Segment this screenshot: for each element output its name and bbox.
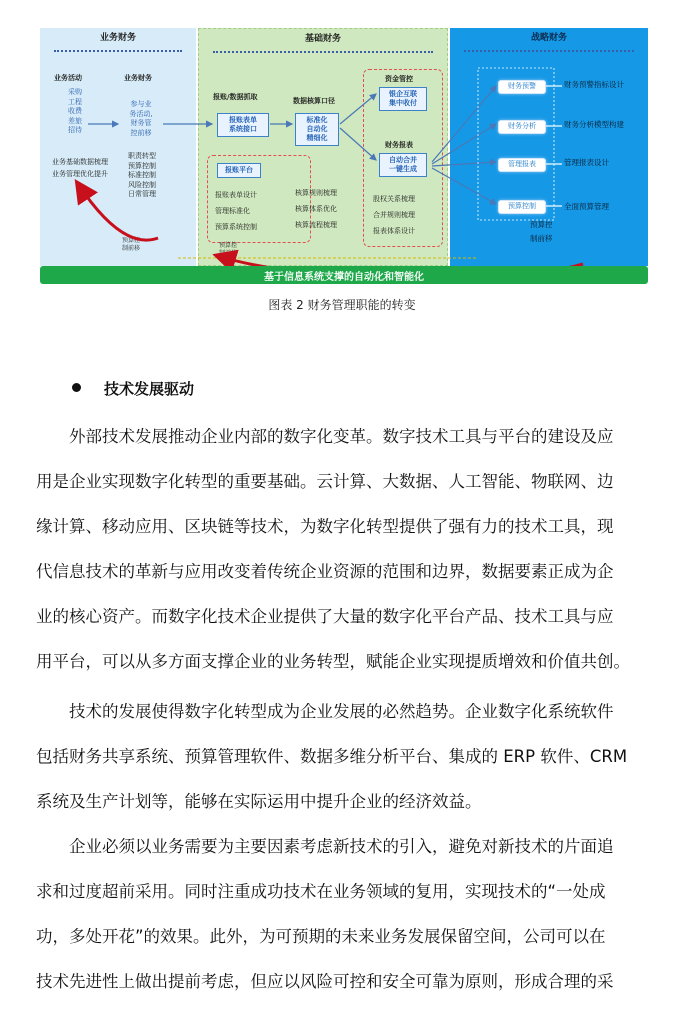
budget-note: 制前移	[219, 250, 238, 257]
bottom-item: 业务基础数据梳理	[52, 158, 108, 166]
text-line: 外部技术发展推动企业内部的数字化变革。数字技术工具与平台的建设及应	[36, 427, 614, 446]
arrow	[432, 168, 496, 204]
budget-note: 制前移	[122, 245, 141, 252]
text-line: 代信息技术的革新与应用改变着传统企业资源的范围和边界，数据要素正成为企	[36, 562, 614, 581]
automation-bar	[40, 266, 648, 284]
box-line: 集中收付	[389, 99, 417, 107]
activity-item: 工程	[68, 97, 82, 106]
text-line: 技术的发展使得数字化转型成为企业发展的必然趋势。企业数字化系统软件	[36, 702, 614, 721]
section-heading-text: 技术发展驱动	[104, 380, 195, 398]
finance-item: 控前移	[130, 128, 152, 137]
duty-item: 标准控制	[128, 171, 156, 179]
text-line: 用是企业实现数字化转型的重要基础。云计算、大数据、人工智能、物联网、边	[36, 472, 614, 491]
text-line: 技术先进性上做出提前考虑，但应以风险可控和安全可靠为原则，形成合理的采	[36, 972, 614, 991]
budget-note: 预算控	[530, 220, 553, 229]
duty-item: 日常管理	[128, 190, 156, 198]
text-line: 用平台，可以从多方面支撑企业的业务转型，赋能企业实现提质增效和价值共创。	[36, 652, 630, 671]
box-line: 系统接口	[229, 125, 257, 133]
paragraph-1	[36, 414, 656, 684]
strategy-box-group	[478, 68, 554, 220]
budget-note: 预算控	[219, 242, 238, 249]
activity-item: 采购	[68, 88, 82, 96]
panel-title: 战略财务	[530, 33, 567, 43]
text-line: 业的核心资产。而数字化技术企业提供了大量的数字化平台产品、技术工具与应	[36, 607, 614, 626]
arrow	[340, 128, 376, 160]
automation-bar-text: 基于信息系统支撑的自动化和智能化	[264, 272, 424, 283]
box-line: 标准化	[306, 116, 328, 124]
flow-arrows	[38, 24, 650, 292]
activity-item: 招待	[68, 126, 82, 134]
paragraph-3	[36, 824, 656, 1004]
text-line: 系统及生产计划等，能够在实际运用中提升企业的经济效益。	[36, 792, 482, 811]
feedback-arrow	[78, 184, 158, 240]
finance-transformation-figure	[38, 24, 650, 292]
text-line: 功，多处开花”的效果。此外，为可预期的未来业务发展保留空间，公司可以在	[36, 927, 606, 946]
panel-title: 业务财务	[99, 33, 136, 43]
finance-item: 参与业	[130, 100, 152, 108]
platform-item: 管理标准化	[215, 207, 250, 215]
col2-item: 核算规则梳理	[295, 189, 337, 197]
activity-title: 业务活动	[54, 74, 82, 82]
fund-title: 资金管控	[385, 75, 413, 83]
arrow	[432, 162, 496, 166]
budget-note: 预算控	[122, 237, 141, 244]
text-line: 求和过度超前采用。同时注重成功技术在业务领域的复用，实现技术的“一处成	[36, 882, 606, 901]
col2-title: 数据核算口径	[293, 97, 335, 105]
finance-title: 业务财务	[124, 74, 152, 82]
finance-item: 财务管	[130, 119, 152, 127]
text-line: 缘计算、移动应用、区块链等技术，为数字化转型提供了强有力的技术工具，现	[36, 517, 614, 536]
activity-item: 差旅	[68, 116, 82, 125]
platform-item: 预算系统控制	[215, 223, 257, 231]
box-line: 精细化	[306, 134, 328, 142]
strategy-text: 财务预警指标设计	[564, 80, 624, 89]
figure-caption: 图表 2 财务管理职能的转变	[268, 298, 416, 312]
box-line: 一键生成	[389, 165, 417, 173]
box-line: 报账表单	[229, 116, 257, 124]
col2-item: 核算流程梳理	[295, 221, 337, 229]
arrow	[340, 94, 376, 124]
report-item: 合并规则梳理	[373, 211, 415, 219]
strategy-box: 财务分析	[498, 120, 546, 134]
text-line: 企业必须以业务需要为主要因素考虑新技术的引入，避免对新技术的片面追	[36, 837, 614, 856]
duty-item: 职责转型	[128, 152, 156, 160]
strategy-box: 预算控制	[498, 200, 546, 214]
paragraph-2	[36, 689, 656, 824]
box-line: 自动化	[306, 125, 328, 133]
section-heading	[72, 378, 194, 399]
box-line: 自动合并	[389, 156, 417, 164]
budget-note: 制前移	[530, 234, 553, 243]
strategy-text: 管理报表设计	[564, 158, 609, 167]
strategy-text: 财务分析模型构建	[564, 120, 624, 129]
arrow	[432, 124, 496, 164]
col2-item: 核算体系优化	[295, 205, 337, 213]
bottom-item: 业务管理优化提升	[52, 170, 108, 178]
panel-title: 基础财务	[304, 34, 341, 44]
platform-item: 报账表单设计	[215, 191, 257, 199]
arrow	[432, 86, 496, 162]
col1-title: 报账/数据抓取	[213, 93, 258, 101]
strategy-box: 财务预警	[498, 80, 546, 94]
platform-box: 报账平台	[217, 163, 261, 178]
report-title: 财务报表	[385, 141, 413, 149]
text-line: 包括财务共享系统、预算管理软件、数据多维分析平台、集成的 ERP 软件、CRM	[36, 747, 628, 766]
activity-item: 收费	[68, 107, 82, 115]
strategy-text: 全面预算管理	[564, 202, 609, 211]
strategy-box: 管理报表	[498, 158, 546, 172]
duty-item: 预算控制	[128, 161, 156, 170]
report-item: 股权关系梳理	[373, 195, 415, 203]
box-line: 银企互联	[389, 90, 417, 98]
duty-item: 风险控制	[128, 180, 156, 189]
report-item: 报表体系设计	[373, 227, 415, 235]
finance-item: 务活动,	[129, 109, 153, 118]
